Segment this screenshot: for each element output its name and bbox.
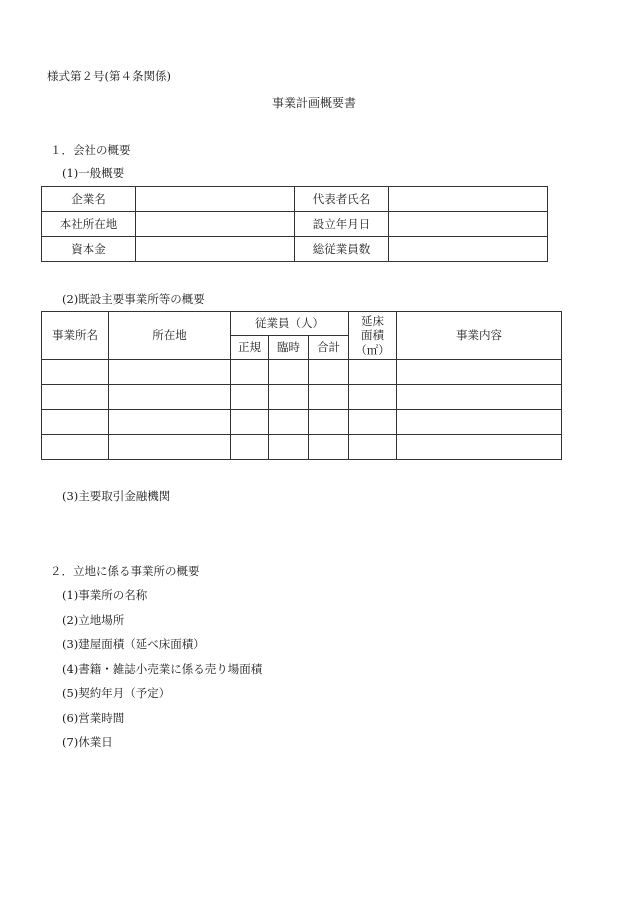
- head-office-label: 本社所在地: [42, 212, 136, 237]
- table-cell[interactable]: [42, 410, 109, 435]
- table-cell[interactable]: [231, 385, 269, 410]
- floor-area-header: [349, 312, 397, 360]
- table-cell[interactable]: [42, 360, 109, 385]
- capital-label: 資本金: [42, 237, 136, 262]
- floor-area-header-line1: 延床: [361, 313, 385, 328]
- section2-item-name: (1)事業所の名称: [62, 588, 148, 602]
- table-cell[interactable]: [349, 385, 397, 410]
- floor-area-header-line3: （㎡）: [355, 342, 390, 357]
- table-cell[interactable]: [231, 410, 269, 435]
- established-date-value[interactable]: [389, 212, 548, 237]
- table-cell[interactable]: [42, 385, 109, 410]
- financial-institutions-heading: (3)主要取引金融機関: [62, 489, 171, 503]
- table-cell[interactable]: [109, 435, 231, 460]
- company-name-label: 企業名: [42, 187, 136, 212]
- table-row: [42, 385, 562, 410]
- table-cell[interactable]: [349, 435, 397, 460]
- employees-header: 従業員（人）: [231, 312, 349, 336]
- table-cell[interactable]: [309, 360, 349, 385]
- total-header: 合計: [309, 336, 349, 360]
- section2-item-holidays: (7)休業日: [62, 735, 113, 749]
- table-cell[interactable]: [269, 385, 309, 410]
- floor-area-header-line2: 面積: [361, 328, 385, 343]
- location-header: 所在地: [109, 312, 231, 360]
- section2-heading: ２．立地に係る事業所の概要: [50, 564, 200, 578]
- representative-label: 代表者氏名: [295, 187, 389, 212]
- section2-item-building-area: (3)建屋面積（延べ床面積）: [62, 637, 205, 651]
- established-date-label: 設立年月日: [295, 212, 389, 237]
- existing-offices-table: [41, 311, 562, 460]
- total-employees-value[interactable]: [389, 237, 548, 262]
- section2-item-sales-floor-area: (4)書籍・雑誌小売業に係る売り場面積: [62, 662, 263, 676]
- table-cell[interactable]: [397, 360, 562, 385]
- form-number: 様式第２号(第４条関係): [47, 69, 171, 83]
- table-row: [42, 435, 562, 460]
- table-row: [42, 360, 562, 385]
- table-cell[interactable]: [269, 410, 309, 435]
- table-cell[interactable]: [309, 435, 349, 460]
- table-cell[interactable]: [309, 385, 349, 410]
- temporary-header: 臨時: [269, 336, 309, 360]
- table-cell[interactable]: [269, 435, 309, 460]
- company-name-value[interactable]: [136, 187, 295, 212]
- office-name-header: 事業所名: [42, 312, 109, 360]
- document-title: 事業計画概要書: [272, 96, 357, 110]
- table-row: [42, 410, 562, 435]
- capital-value[interactable]: [136, 237, 295, 262]
- table-cell[interactable]: [309, 410, 349, 435]
- table-cell[interactable]: [231, 360, 269, 385]
- table-cell[interactable]: [397, 410, 562, 435]
- section2-item-business-hours: (6)営業時間: [62, 711, 125, 725]
- general-overview-table: [41, 186, 548, 262]
- general-overview-heading: (1)一般概要: [62, 166, 125, 180]
- regular-header: 正規: [231, 336, 269, 360]
- table-cell[interactable]: [231, 435, 269, 460]
- section2-item-contract-date: (5)契約年月（予定）: [62, 686, 171, 700]
- table-cell[interactable]: [397, 385, 562, 410]
- head-office-value[interactable]: [136, 212, 295, 237]
- table-cell[interactable]: [109, 360, 231, 385]
- business-header: 事業内容: [397, 312, 562, 360]
- table-cell[interactable]: [109, 385, 231, 410]
- table-cell[interactable]: [349, 360, 397, 385]
- total-employees-label: 総従業員数: [295, 237, 389, 262]
- table-cell[interactable]: [397, 435, 562, 460]
- section2-item-location: (2)立地場所: [62, 613, 125, 627]
- table-cell[interactable]: [349, 410, 397, 435]
- section1-heading: １．会社の概要: [50, 143, 131, 157]
- existing-offices-heading: (2)既設主要事業所等の概要: [62, 292, 205, 306]
- table-cell[interactable]: [109, 410, 231, 435]
- table-cell[interactable]: [42, 435, 109, 460]
- table-cell[interactable]: [269, 360, 309, 385]
- representative-value[interactable]: [389, 187, 548, 212]
